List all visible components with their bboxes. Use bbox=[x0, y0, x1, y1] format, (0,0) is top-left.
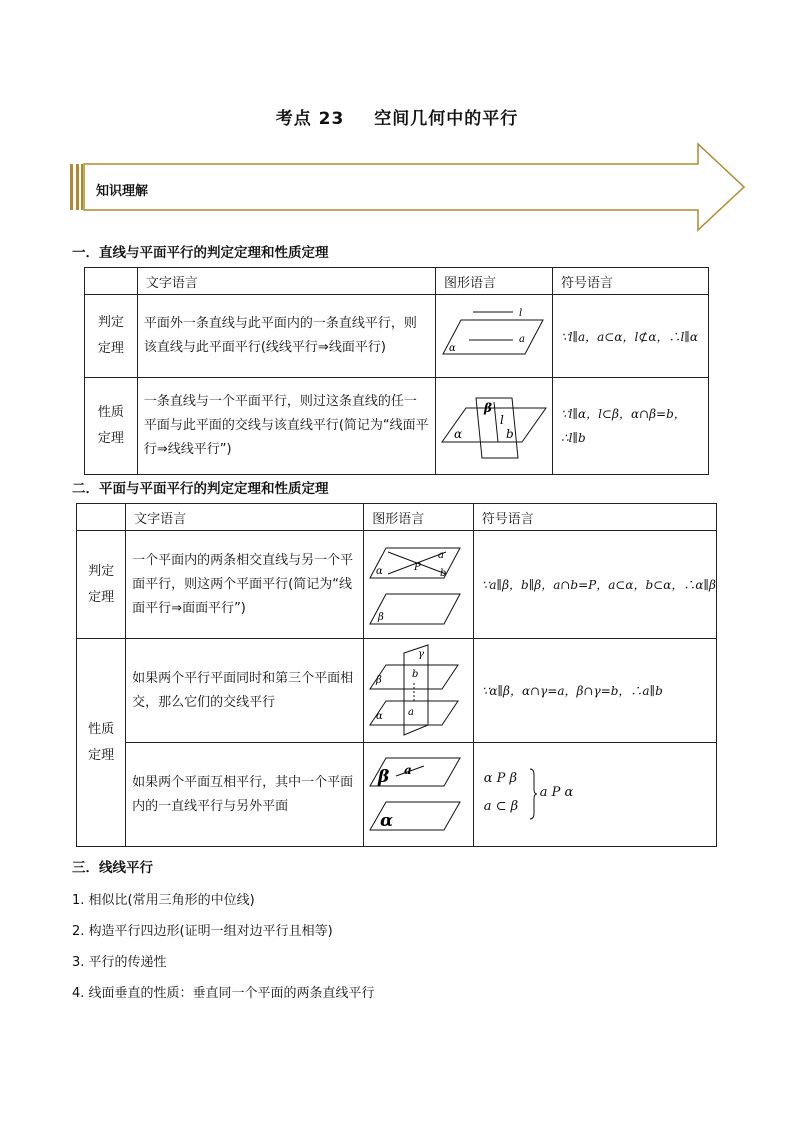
row-label: 性质 定理 bbox=[85, 378, 138, 475]
svg-text:α: α bbox=[376, 710, 384, 722]
title-code: 考点 23 bbox=[275, 109, 345, 129]
brace-icon bbox=[528, 767, 538, 821]
row-symbol-brace bbox=[473, 743, 716, 847]
svg-text:α: α bbox=[449, 343, 456, 354]
row-label: 判定 定理 bbox=[85, 295, 138, 378]
page-title bbox=[0, 104, 794, 129]
header-symbol-language: 符号语言 bbox=[481, 511, 534, 527]
symbol-top: α P β bbox=[483, 770, 518, 786]
header-figure-language: 图形语言 bbox=[372, 511, 425, 527]
table-plane-plane-parallel bbox=[76, 503, 717, 847]
header-text-language: 文字语言 bbox=[134, 511, 187, 527]
table-header-row bbox=[85, 268, 709, 295]
row-text: 如果两个平面互相平行，其中一个平面内的一直线平行与另外平面 bbox=[126, 743, 364, 847]
svg-text:a: a bbox=[438, 549, 445, 561]
svg-text:β: β bbox=[378, 766, 390, 787]
figure-plane-plane-criterion bbox=[364, 531, 474, 639]
svg-text:α: α bbox=[454, 427, 463, 441]
svg-text:α: α bbox=[376, 565, 384, 577]
row-symbol: ∵l∥a，a⊂α，l⊄α，∴l∥α bbox=[553, 295, 709, 378]
symbol-bottom: a ⊂ β bbox=[483, 798, 519, 814]
table-row bbox=[77, 639, 717, 743]
banner-arrow bbox=[70, 142, 746, 232]
banner-label: 知识理解 bbox=[96, 184, 149, 199]
section1-heading: 一．直线与平面平行的判定定理和性质定理 bbox=[72, 245, 329, 261]
svg-text:β: β bbox=[484, 401, 492, 415]
svg-text:l: l bbox=[519, 308, 523, 319]
list-item: 2. 构造平行四边形(证明一组对边平行且相等) bbox=[72, 924, 333, 939]
row-text: 一条直线与一个平面平行，则过这条直线的任一平面与此平面的交线与该直线平行(简记为“线面平行⇒线线平行”) bbox=[137, 378, 435, 475]
svg-text:b: b bbox=[506, 427, 514, 441]
svg-text:l: l bbox=[500, 413, 504, 427]
header-text-language: 文字语言 bbox=[145, 275, 198, 291]
row-label: 判定 定理 bbox=[77, 531, 126, 639]
svg-text:a: a bbox=[404, 762, 413, 777]
row-text: 如果两个平行平面同时和第三个平面相交，那么它们的交线平行 bbox=[126, 639, 364, 743]
svg-text:β: β bbox=[378, 611, 385, 623]
svg-text:β: β bbox=[376, 674, 383, 686]
table-header-row bbox=[77, 504, 717, 531]
list-item: 3. 平行的传递性 bbox=[72, 955, 167, 970]
svg-text:b: b bbox=[412, 668, 419, 680]
table-row bbox=[85, 295, 709, 378]
title-name: 空间几何中的平行 bbox=[374, 109, 519, 129]
table-row bbox=[77, 743, 717, 847]
figure-line-plane-property bbox=[436, 378, 553, 475]
header-symbol-language: 符号语言 bbox=[561, 275, 614, 291]
row-symbol: ∵l∥α，l⊂β，α∩β=b， ∴l∥b bbox=[553, 378, 709, 475]
row-label: 性质 定理 bbox=[77, 639, 126, 847]
svg-text:P: P bbox=[414, 561, 422, 573]
figure-line-plane-criterion bbox=[436, 295, 553, 378]
section3-heading: 三．线线平行 bbox=[72, 860, 153, 876]
table-line-plane-parallel bbox=[84, 267, 709, 475]
svg-text:a: a bbox=[519, 334, 525, 345]
svg-text:b: b bbox=[440, 567, 447, 579]
list-item: 1. 相似比(常用三角形的中位线) bbox=[72, 893, 255, 908]
row-symbol: ∵α∥β，α∩γ=a，β∩γ=b，∴a∥b bbox=[473, 639, 716, 743]
svg-text:α: α bbox=[380, 810, 394, 831]
list-item: 4. 线面垂直的性质：垂直同一个平面的两条直线平行 bbox=[72, 986, 375, 1001]
svg-text:a: a bbox=[408, 706, 415, 718]
table-row bbox=[77, 531, 717, 639]
figure-plane-plane-line bbox=[364, 743, 474, 847]
header-figure-language: 图形语言 bbox=[444, 275, 497, 291]
svg-text:γ: γ bbox=[418, 648, 425, 660]
row-text: 平面外一条直线与此平面内的一条直线平行，则该直线与此平面平行(线线平行⇒线面平行) bbox=[137, 295, 435, 378]
figure-plane-plane-property bbox=[364, 639, 474, 743]
symbol-result: a P α bbox=[539, 784, 574, 800]
table-row bbox=[85, 378, 709, 475]
row-symbol: ∵a∥β，b∥β，a∩b=P，a⊂α，b⊂α，∴α∥β bbox=[473, 531, 716, 639]
row-text: 一个平面内的两条相交直线与另一个平面平行，则这两个平面平行(简记为“线面平行⇒面面平行”) bbox=[126, 531, 364, 639]
section2-heading: 二．平面与平面平行的判定定理和性质定理 bbox=[72, 481, 329, 497]
